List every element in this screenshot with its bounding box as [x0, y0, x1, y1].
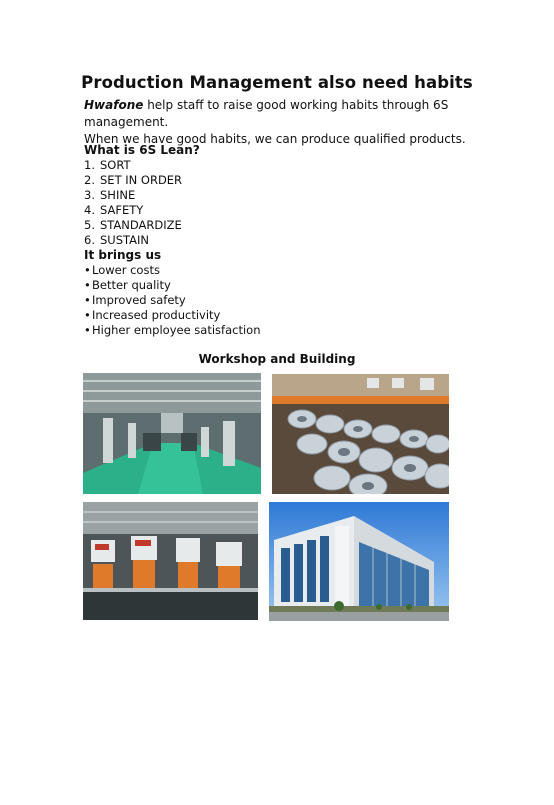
workshop-interior-photo — [83, 373, 261, 494]
list-item: 1. SORT — [84, 158, 131, 172]
list-item: • Higher employee satisfaction — [84, 323, 261, 338]
page-title: Production Management also need habits — [81, 73, 473, 92]
brand-name: Hwafone — [84, 98, 144, 112]
steel-coils-photo — [272, 374, 449, 494]
list-item: 3. SHINE — [84, 188, 136, 202]
list-item: 6. SUSTAIN — [84, 233, 150, 247]
list-item: 4. SAFETY — [84, 203, 144, 217]
intro-paragraph — [84, 97, 484, 148]
lean-list — [84, 158, 182, 248]
list-item: • Lower costs — [84, 263, 261, 278]
intro-line1: help staff to raise good working habits through 6S management. — [84, 98, 449, 129]
gallery-title: Workshop and Building — [198, 352, 356, 366]
benefits-list — [84, 263, 261, 338]
lean-heading: What is 6S Lean? — [84, 143, 200, 157]
list-item: • Improved safety — [84, 293, 261, 308]
list-item: 5. STANDARDIZE — [84, 218, 182, 232]
intro-line2: When we have good habits, we can produce qualified products. — [84, 132, 466, 146]
list-item: • Increased productivity — [84, 308, 261, 323]
office-building-photo — [269, 502, 449, 621]
list-item: • Better quality — [84, 278, 261, 293]
benefits-heading: It brings us — [84, 248, 162, 262]
list-item: 2. SET IN ORDER — [84, 173, 183, 187]
production-line-photo — [83, 502, 258, 620]
